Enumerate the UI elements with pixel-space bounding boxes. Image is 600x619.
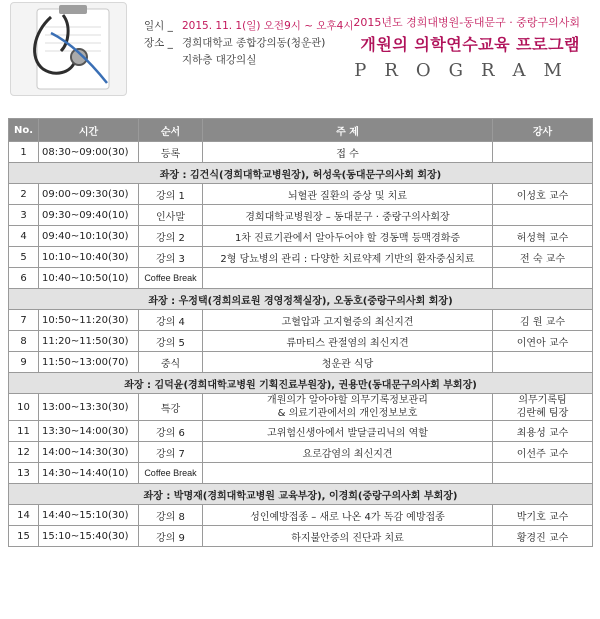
row-order: 강의 4 xyxy=(139,310,203,331)
row-no: 3 xyxy=(9,205,39,226)
row-speaker-line2: 김란혜 팀장 xyxy=(516,408,569,419)
row-order: Coffee Break xyxy=(139,268,203,289)
table-row xyxy=(9,331,593,352)
chair-text: 좌장 : 김덕윤(경희대학교병원 기획진료부원장), 권용만(동대문구의사회 부회장) xyxy=(9,373,593,394)
row-topic xyxy=(203,463,493,484)
table-row xyxy=(9,526,593,547)
row-topic: 류마티스 관절염의 최신지견 xyxy=(203,331,493,352)
table-header-row xyxy=(9,119,593,142)
row-order: 강의 7 xyxy=(139,442,203,463)
row-order: 강의 8 xyxy=(139,505,203,526)
row-topic: 뇌혈관 질환의 증상 및 치료 xyxy=(203,184,493,205)
place-label: 장소 _ xyxy=(144,37,173,49)
table-row xyxy=(9,442,593,463)
header-no: No. xyxy=(9,119,39,142)
row-speaker: 황경진 교수 xyxy=(493,526,593,547)
row-topic: 고위험신생아에서 발달클리닉의 역할 xyxy=(203,421,493,442)
row-time: 14:30~14:40(10) xyxy=(39,463,139,484)
table-row xyxy=(9,394,593,421)
row-topic: 요로감염의 최신지견 xyxy=(203,442,493,463)
row-time: 15:10~15:40(30) xyxy=(39,526,139,547)
event-info xyxy=(144,18,353,69)
row-speaker: 박기호 교수 xyxy=(493,505,593,526)
table-row xyxy=(9,142,593,163)
row-time: 09:40~10:10(30) xyxy=(39,226,139,247)
row-topic xyxy=(203,394,493,421)
row-no: 9 xyxy=(9,352,39,373)
row-topic: 경희대학교병원장 – 동대문구 · 중랑구의사회장 xyxy=(203,205,493,226)
program-word: PROGRAM xyxy=(354,60,580,81)
chair-text: 좌장 : 김건식(경희대학교병원장), 허성욱(동대문구의사회 회장) xyxy=(9,163,593,184)
schedule-table xyxy=(8,118,593,547)
row-time: 10:40~10:50(10) xyxy=(39,268,139,289)
row-order: 강의 1 xyxy=(139,184,203,205)
row-topic: 1차 진료기관에서 알아두어야 할 경동맥 등맥경화증 xyxy=(203,226,493,247)
chair-row xyxy=(9,289,593,310)
table-row xyxy=(9,421,593,442)
row-no: 6 xyxy=(9,268,39,289)
chair-text: 좌장 : 우정택(경희의료원 경영정책실장), 오동호(중랑구의사회 회장) xyxy=(9,289,593,310)
row-no: 11 xyxy=(9,421,39,442)
table-row xyxy=(9,505,593,526)
row-no: 4 xyxy=(9,226,39,247)
header-order: 순서 xyxy=(139,119,203,142)
chair-row xyxy=(9,484,593,505)
table-row xyxy=(9,226,593,247)
row-time: 10:50~11:20(30) xyxy=(39,310,139,331)
organizer: 2015년도 경희대병원-동대문구 · 중랑구의사회 xyxy=(353,16,580,29)
row-speaker: 김 원 교수 xyxy=(493,310,593,331)
row-speaker: 이성호 교수 xyxy=(493,184,593,205)
row-speaker: 이선주 교수 xyxy=(493,442,593,463)
table-row xyxy=(9,247,593,268)
row-time: 11:50~13:00(70) xyxy=(39,352,139,373)
row-time: 13:30~14:00(30) xyxy=(39,421,139,442)
row-topic: 하지불안증의 진단과 치료 xyxy=(203,526,493,547)
row-time: 13:00~13:30(30) xyxy=(39,394,139,421)
table-row xyxy=(9,268,593,289)
header-time: 시간 xyxy=(39,119,139,142)
row-time: 09:00~09:30(30) xyxy=(39,184,139,205)
row-order: 강의 5 xyxy=(139,331,203,352)
row-time: 11:20~11:50(30) xyxy=(39,331,139,352)
row-time: 14:40~15:10(30) xyxy=(39,505,139,526)
row-topic: 2형 당뇨병의 관리 : 다양한 치료약제 기반의 환자중심치료 xyxy=(203,247,493,268)
row-topic-line1: 개원의가 알아야할 의무기록정보관리 xyxy=(267,395,428,406)
chair-row xyxy=(9,373,593,394)
row-order: 인사말 xyxy=(139,205,203,226)
row-order: Coffee Break xyxy=(139,463,203,484)
table-row xyxy=(9,310,593,331)
row-order: 강의 2 xyxy=(139,226,203,247)
event-place: 경희대학교 종합강의동(청운관) xyxy=(182,37,326,49)
table-row xyxy=(9,463,593,484)
stethoscope-icon xyxy=(11,3,126,95)
row-no: 10 xyxy=(9,394,39,421)
clipboard-stethoscope-image xyxy=(10,2,127,96)
row-order: 특강 xyxy=(139,394,203,421)
row-speaker: 허성혁 교수 xyxy=(493,226,593,247)
row-speaker-line1: 의무기록팀 xyxy=(518,395,567,406)
row-speaker: 전 숙 교수 xyxy=(493,247,593,268)
row-no: 2 xyxy=(9,184,39,205)
row-time: 14:00~14:30(30) xyxy=(39,442,139,463)
row-topic xyxy=(203,268,493,289)
date-label: 일시 _ xyxy=(144,20,173,32)
row-order: 강의 3 xyxy=(139,247,203,268)
header-topic: 주 제 xyxy=(203,119,493,142)
row-no: 15 xyxy=(9,526,39,547)
row-order: 등록 xyxy=(139,142,203,163)
table-row xyxy=(9,205,593,226)
row-topic: 청운관 식당 xyxy=(203,352,493,373)
row-time: 08:30~09:00(30) xyxy=(39,142,139,163)
page-title: 개원의 의학연수교육 프로그램 xyxy=(360,35,580,54)
chair-text: 좌장 : 박명재(경희대학교병원 교육부장), 이경희(중랑구의사회 부회장) xyxy=(9,484,593,505)
row-speaker xyxy=(493,205,593,226)
row-speaker xyxy=(493,142,593,163)
table-row xyxy=(9,352,593,373)
event-date: 2015. 11. 1(일) 오전9시 ~ 오후4시 xyxy=(182,20,354,32)
row-no: 13 xyxy=(9,463,39,484)
row-topic: 접 수 xyxy=(203,142,493,163)
row-speaker xyxy=(493,394,593,421)
header-speaker: 강사 xyxy=(493,119,593,142)
row-order: 강의 6 xyxy=(139,421,203,442)
row-no: 14 xyxy=(9,505,39,526)
event-place-detail: 지하층 대강의실 xyxy=(182,54,257,66)
table-row xyxy=(9,184,593,205)
row-order: 강의 9 xyxy=(139,526,203,547)
row-time: 09:30~09:40(10) xyxy=(39,205,139,226)
row-order: 중식 xyxy=(139,352,203,373)
row-no: 5 xyxy=(9,247,39,268)
row-topic: 고혈압과 고지혈증의 최신지견 xyxy=(203,310,493,331)
row-no: 7 xyxy=(9,310,39,331)
row-speaker xyxy=(493,268,593,289)
program-header xyxy=(0,0,600,118)
row-topic: 성인예방접종 – 새로 나온 4가 독감 예방접종 xyxy=(203,505,493,526)
row-time: 10:10~10:40(30) xyxy=(39,247,139,268)
row-speaker xyxy=(493,463,593,484)
row-no: 8 xyxy=(9,331,39,352)
row-speaker: 최용성 교수 xyxy=(493,421,593,442)
row-speaker: 이연아 교수 xyxy=(493,331,593,352)
row-no: 1 xyxy=(9,142,39,163)
row-topic-line2: & 의료기관에서의 개인정보보호 xyxy=(277,408,418,419)
chair-row xyxy=(9,163,593,184)
row-speaker xyxy=(493,352,593,373)
row-no: 12 xyxy=(9,442,39,463)
